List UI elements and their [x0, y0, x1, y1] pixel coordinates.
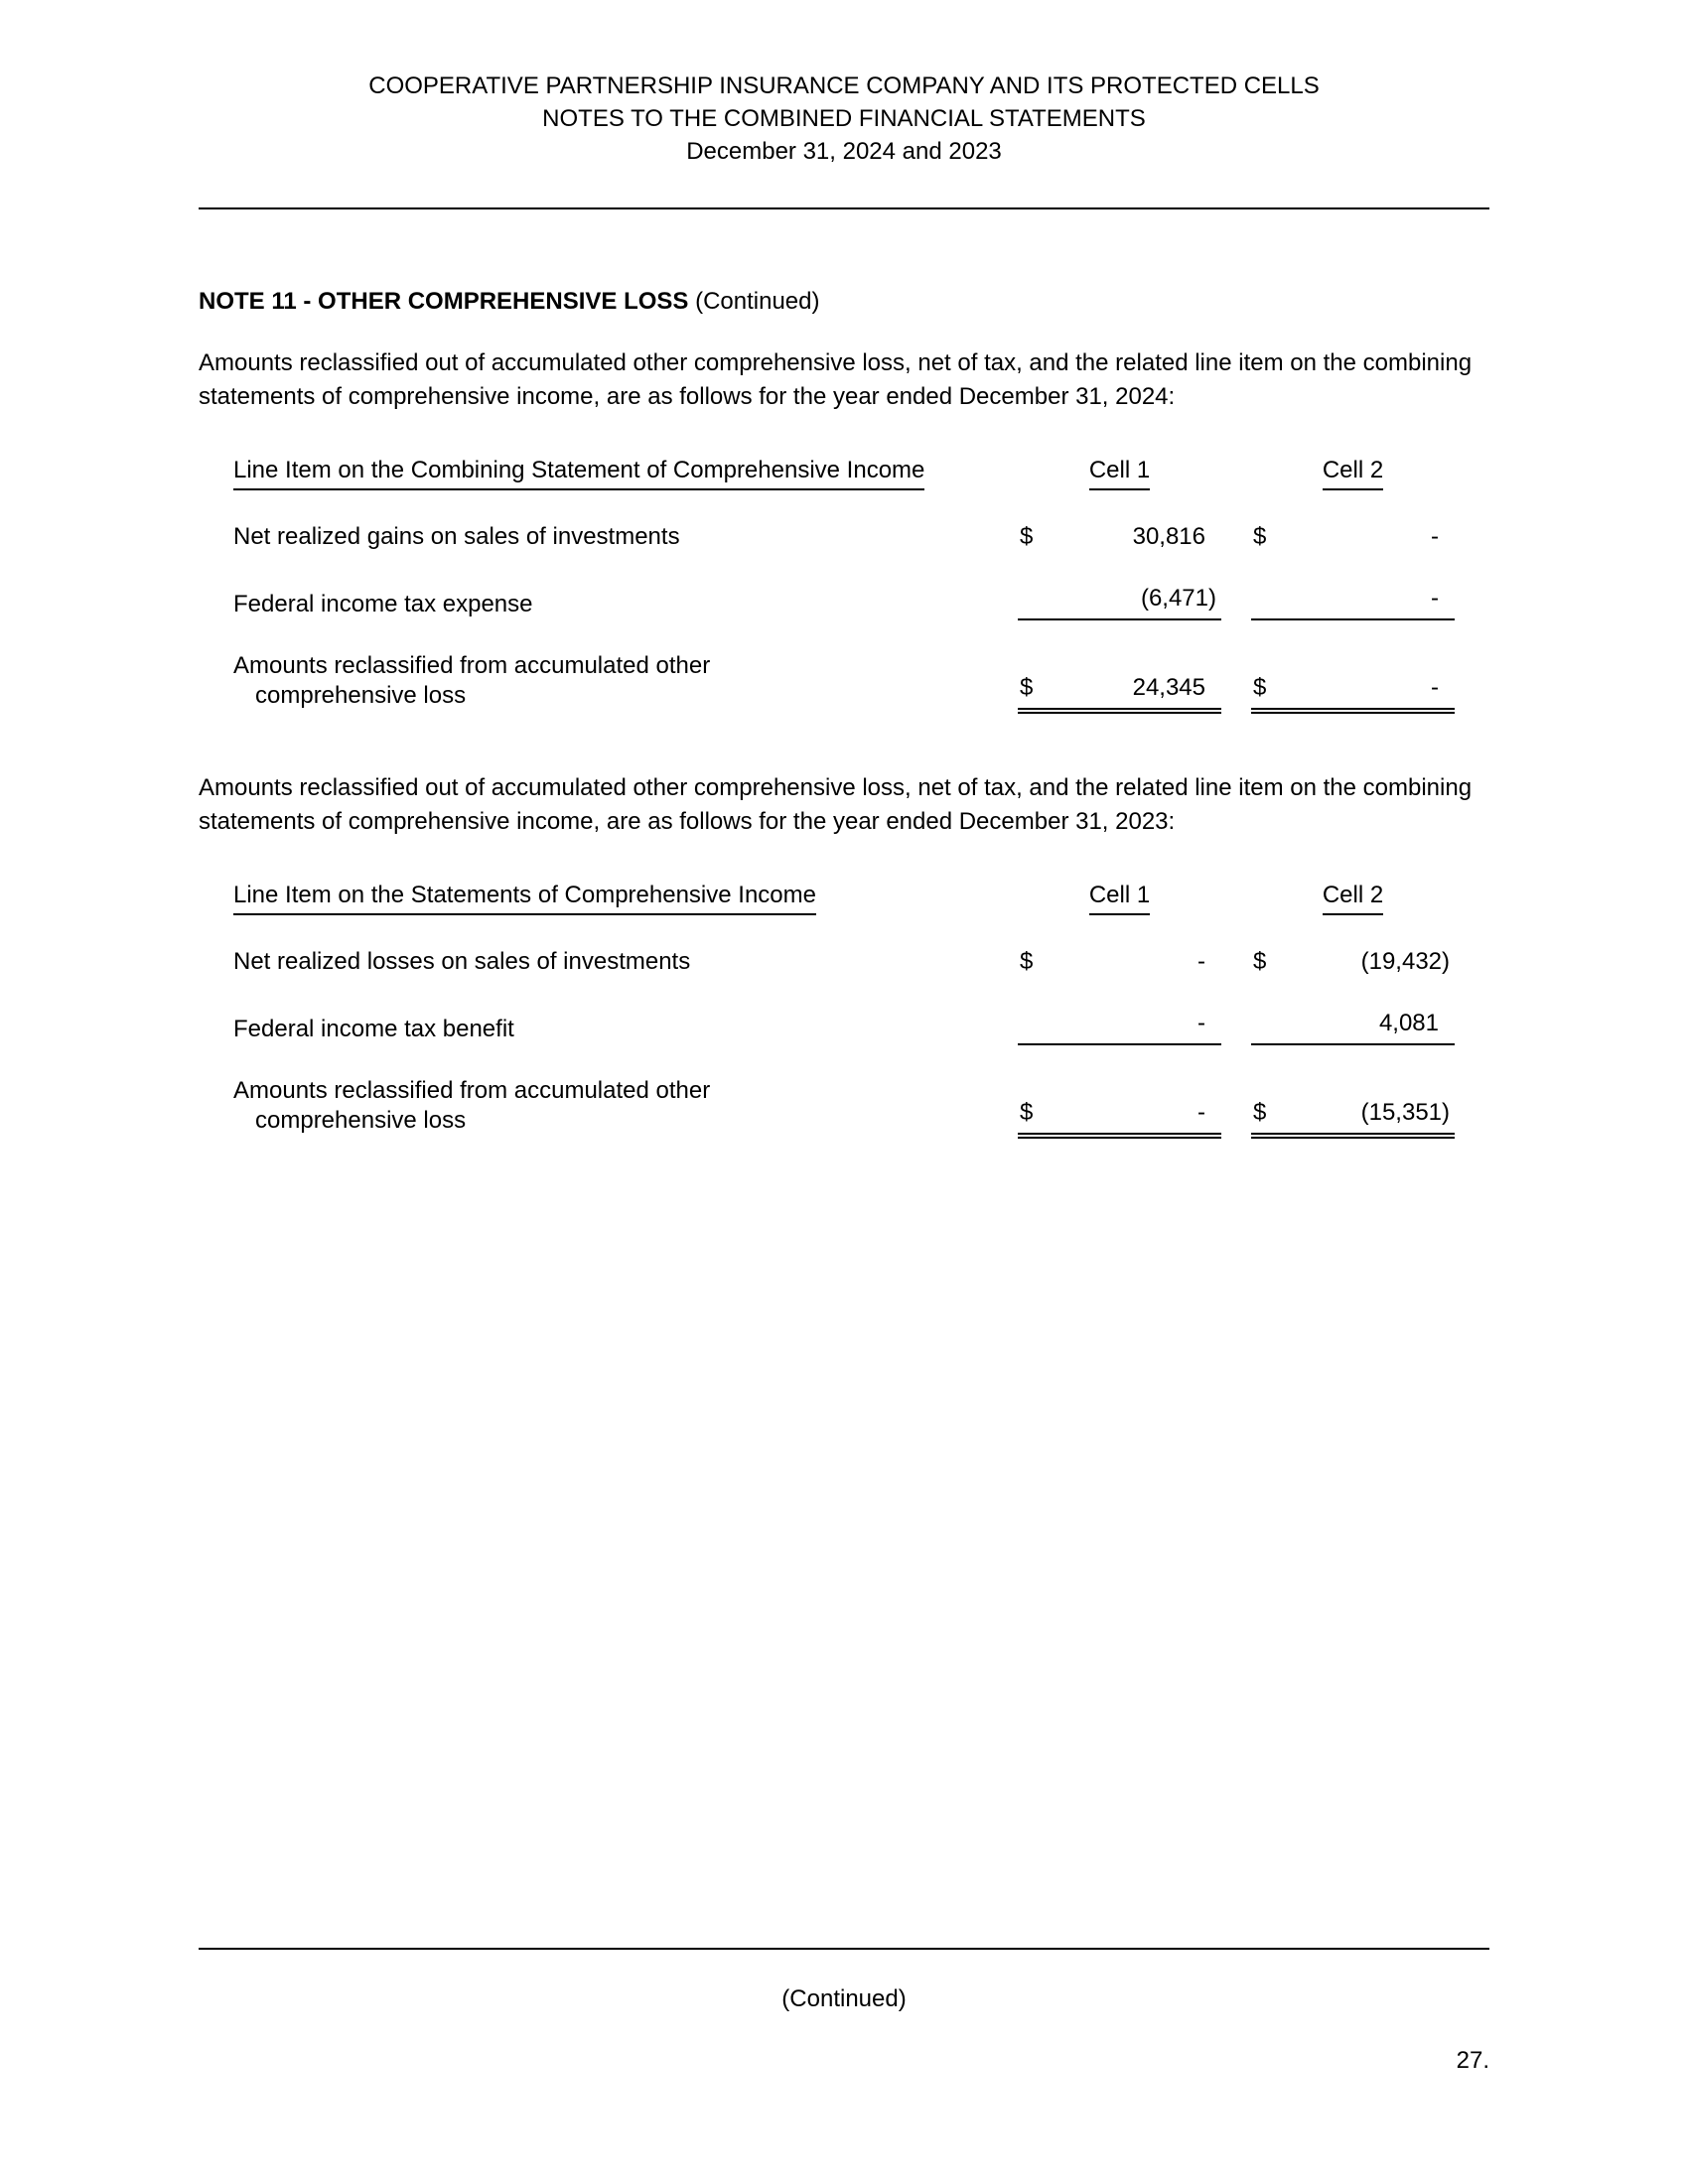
table-2023-header-row [233, 881, 1455, 915]
row-label: Net realized losses on sales of investments [233, 948, 691, 975]
table-2024-header-row [233, 456, 1455, 490]
cell1-value: (6,471) [1057, 552, 1221, 619]
page-number: 27. [1456, 2047, 1489, 2074]
continued-label: (Continued) [781, 1985, 907, 2012]
intro-paragraph-2023: Amounts reclassified out of accumulated other comprehensive loss, net of tax, and the related line item on the combining statements of comprehensive income, are as follows for the year ended December 31, 2023: [199, 774, 1473, 835]
note-heading-continued: (Continued) [688, 288, 820, 315]
table-row [233, 490, 1455, 552]
table-2024-col2-header: Cell 2 [1251, 456, 1455, 490]
table-2024-col1-header: Cell 1 [1018, 456, 1221, 490]
intro-paragraph-2024: Amounts reclassified out of accumulated other comprehensive loss, net of tax, and the related line item on the combining statements of comprehensive income, are as follows for the year ended December 31, 2024: [199, 349, 1473, 410]
row-label: Federal income tax benefit [233, 1016, 514, 1042]
cell2-value: (19,432) [1360, 948, 1450, 975]
cell1-value: - [1197, 948, 1205, 975]
note-heading [199, 287, 1489, 317]
table-2023-col2-header: Cell 2 [1251, 881, 1455, 915]
company-name: COOPERATIVE PARTNERSHIP INSURANCE COMPANY AND ITS PROTECTED CELLS [368, 72, 1320, 99]
table-total-row [233, 619, 1455, 711]
cell2-value: 4,081 [1291, 977, 1455, 1044]
table-2023-col1-header: Cell 1 [1018, 881, 1221, 915]
row-label-line2: comprehensive loss [255, 1107, 467, 1134]
cell2-value: - [1291, 552, 1455, 619]
cell2-dollar-sign [1251, 552, 1291, 619]
document-date: December 31, 2024 and 2023 [686, 138, 1002, 165]
row-label [233, 1044, 1018, 1136]
row-label-line1: Amounts reclassified from accumulated other [233, 1077, 711, 1104]
document-header [199, 69, 1489, 168]
row-label-line1: Amounts reclassified from accumulated other [233, 652, 711, 679]
table-2023 [233, 881, 1455, 1139]
cell2-dollar-sign: $ [1253, 523, 1267, 550]
cell2-dollar-sign: $ [1253, 948, 1267, 975]
cell2-dollar-sign [1251, 977, 1291, 1044]
document-title: NOTES TO THE COMBINED FINANCIAL STATEMENTS [542, 105, 1146, 132]
cell1-dollar-sign [1018, 552, 1057, 619]
note-heading-main: NOTE 11 - OTHER COMPREHENSIVE LOSS [199, 288, 689, 315]
table-row [233, 977, 1455, 1044]
cell2-dollar-sign: $ [1251, 619, 1291, 711]
table-2024 [233, 456, 1455, 714]
table-2023-line-item-header: Line Item on the Statements of Comprehensive Income [233, 881, 1018, 915]
cell1-value: - [1057, 1044, 1221, 1136]
table-row [233, 915, 1455, 977]
page-content [199, 69, 1489, 1139]
header-divider [199, 207, 1489, 209]
cell2-value: (15,351) [1291, 1044, 1455, 1136]
cell1-dollar-sign [1018, 977, 1057, 1044]
cell1-dollar-sign: $ [1018, 1044, 1057, 1136]
table-row [233, 552, 1455, 619]
cell1-value: 30,816 [1132, 523, 1205, 550]
row-label: Net realized gains on sales of investments [233, 523, 680, 550]
row-label-line2: comprehensive loss [255, 682, 467, 709]
table-total-row [233, 1044, 1455, 1136]
cell1-dollar-sign: $ [1018, 619, 1057, 711]
cell2-value: - [1431, 523, 1439, 550]
footer-divider [199, 1948, 1489, 1950]
row-label [233, 619, 1018, 711]
cell1-dollar-sign: $ [1020, 948, 1034, 975]
cell2-dollar-sign: $ [1251, 1044, 1291, 1136]
table-2024-line-item-header: Line Item on the Combining Statement of Comprehensive Income [233, 456, 1018, 490]
cell1-value: 24,345 [1057, 619, 1221, 711]
cell1-value: - [1057, 977, 1221, 1044]
row-label: Federal income tax expense [233, 591, 533, 617]
cell2-value: - [1291, 619, 1455, 711]
cell1-dollar-sign: $ [1020, 523, 1034, 550]
